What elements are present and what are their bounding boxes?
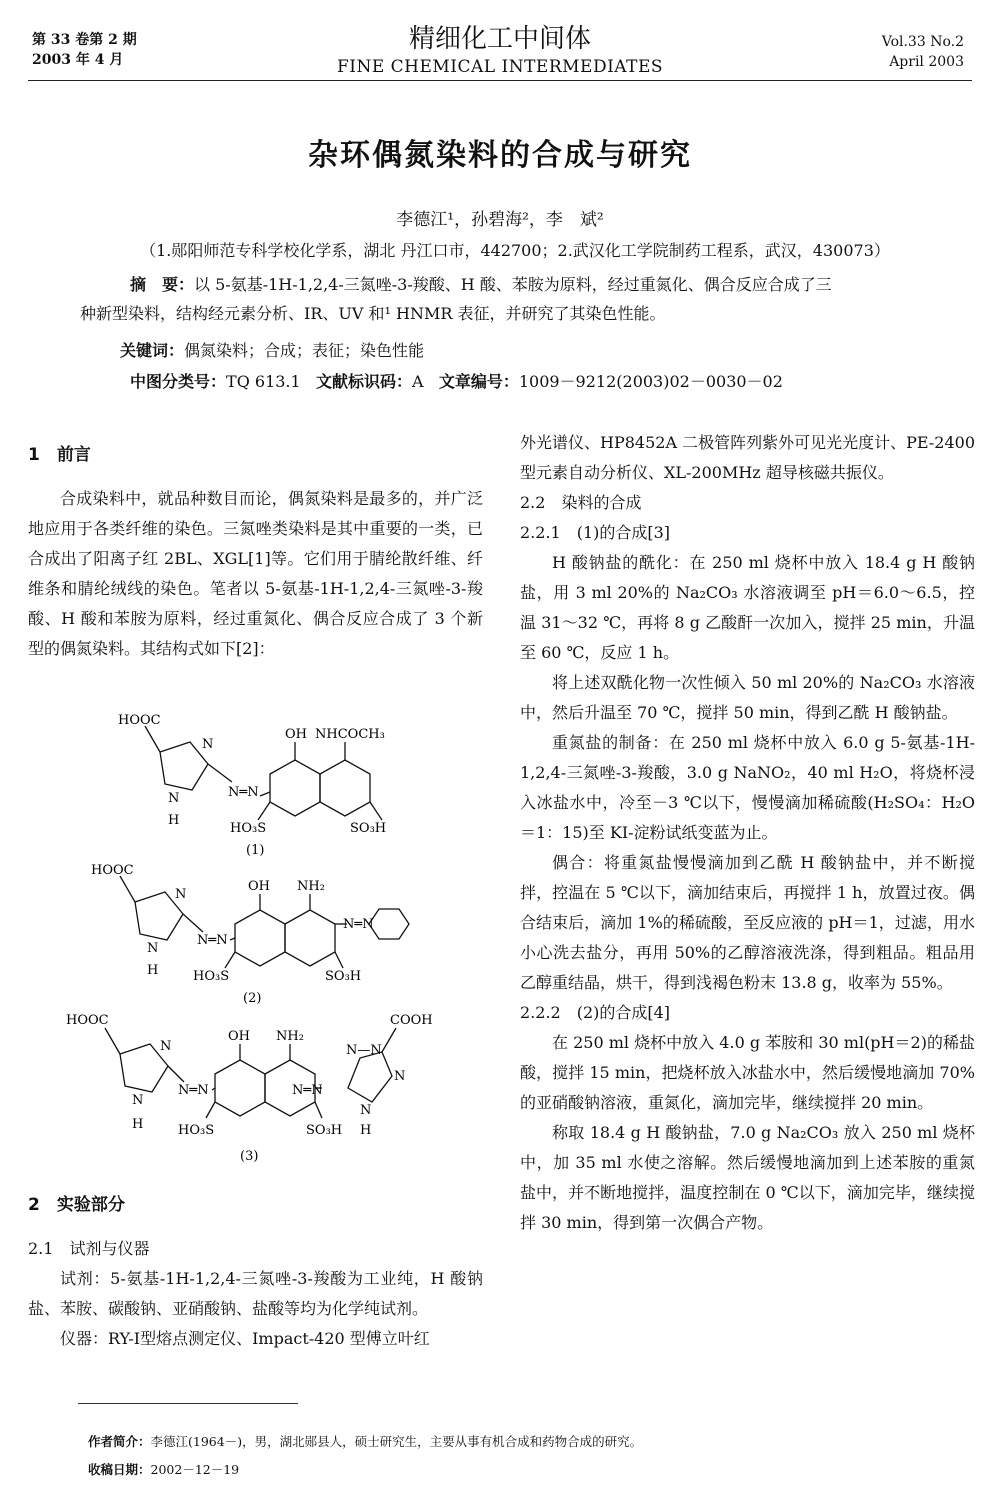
s1-oh: OH xyxy=(285,727,307,742)
reagents-paragraph: 试剂：5-氨基-1H-1,2,4-三氮唑-3-羧酸为工业纯，H 酸钠盐、苯胺、碳酸钠、亚硝酸钠、盐酸等均为化学纯试剂。 xyxy=(28,1269,483,1318)
s1-azo: N═N xyxy=(228,785,259,800)
s2-h: H xyxy=(147,963,159,978)
s2-azo: N═N xyxy=(197,933,228,948)
authors: 李德江¹，孙碧海²，李 斌² xyxy=(396,210,604,230)
s3-so3h-a: HO₃S xyxy=(178,1123,215,1138)
received-value: 2002－12－19 xyxy=(150,1462,240,1477)
paper-title: 杂环偶氮染料的合成与研究 xyxy=(308,138,692,173)
abstract-line1: 以 5-氨基-1H-1,2,4-三氮唑-3-羧酸、H 酸、苯胺为原料，经过重氮化、偶合反应合成了三 xyxy=(194,275,832,294)
cls-value: TQ 613.1 xyxy=(226,372,301,391)
s3-azo2: N═N xyxy=(292,1083,323,1098)
s3-cooh2: COOH xyxy=(390,1013,433,1028)
s3-azo: N═N xyxy=(178,1083,209,1098)
section-221-heading: 2.2.1 (1)的合成[3] xyxy=(520,523,671,542)
s1-label: (1) xyxy=(246,843,265,857)
structure-3 xyxy=(60,1010,460,1170)
journal-title xyxy=(0,22,1000,78)
s1-n: N xyxy=(202,737,214,752)
section-222-heading: 2.2.2 (2)的合成[4] xyxy=(520,1003,671,1022)
left-column-bottom xyxy=(28,1190,483,1354)
s3-cooh: HOOC xyxy=(66,1013,109,1028)
s1-nh: N xyxy=(168,791,180,806)
s2-oh: OH xyxy=(248,879,270,894)
classification xyxy=(130,369,783,392)
s1-nhac: NHCOCH₃ xyxy=(315,727,385,742)
s1-h: H xyxy=(168,813,180,828)
header-rule xyxy=(28,80,972,81)
s2-nh: N xyxy=(147,941,159,956)
s1-so3h-a: HO₃S xyxy=(230,821,267,836)
section-21-heading: 2.1 试剂与仪器 xyxy=(28,1239,150,1258)
s3-tz3: N xyxy=(360,1103,372,1118)
abstract-label: 摘 要： xyxy=(130,275,195,294)
month-line: April 2003 xyxy=(889,54,964,70)
s2-label: (2) xyxy=(243,991,262,1006)
structure-2 xyxy=(85,862,425,1007)
art-value: 1009－9212(2003)02－0030－02 xyxy=(518,372,783,391)
s2-cooh: HOOC xyxy=(91,863,134,878)
doc-value: A xyxy=(411,372,424,391)
author-bio-text: 李德江(1964－)，男，湖北郧县人，硕士研究生，主要从事有机合成和药物合成的研究。 xyxy=(150,1434,643,1449)
s1-cooh: HOOC xyxy=(118,713,161,728)
section-1-heading: 1 前言 xyxy=(28,445,91,465)
abstract-line2: 种新型染料，结构经元素分析、IR、UV 和¹ HNMR 表征，并研究了其染色性能。 xyxy=(80,304,666,323)
s2-azo2: N═N xyxy=(343,917,374,932)
abstract xyxy=(80,270,940,328)
diazonium-paragraph: 重氮盐的制备：在 250 ml 烧杯中放入 6.0 g 5-氨基-1H-1,2,4-三氮唑-3-羧酸，3.0 g NaNO₂，40 ml H₂O，将烧杯浸入冰盐水中，冷至－3 ℃以下，慢慢滴加稀硫酸(H₂SO₄：H₂O＝1：15)至 KI-淀粉试纸变蓝为止。 xyxy=(520,733,975,842)
s3-nh2: NH₂ xyxy=(276,1029,304,1044)
instruments-continued: 外光谱仪、HP8452A 二极管阵列紫外可见光光度计、PE-2400 型元素自动分析仪、XL-200MHz 超导核磁共振仪。 xyxy=(520,433,975,482)
doc-label: 文献标识码： xyxy=(315,372,412,391)
right-column xyxy=(520,428,975,1238)
keywords-label: 关键词： xyxy=(120,341,185,360)
keywords-text: 偶氮染料；合成；表征；染色性能 xyxy=(184,341,425,360)
coupling-paragraph: 偶合：将重氮盐慢慢滴加到乙酰 H 酸钠盐中，并不断搅拌，控温在 5 ℃以下，滴加结束后，再搅拌 1 h，放置过夜。偶合结束后，滴加 1%的稀硫酸，至反应液的 pH＝1，过滤，用水小心洗去盐分，再用 50%的乙醇溶液洗涤，得到粗品。粗品用乙醇重结晶，烘干，得到浅褐色粉末 13.8 g，收率为 55%。 xyxy=(520,853,975,992)
journal-title-en: FINE CHEMICAL INTERMEDIATES xyxy=(336,57,664,77)
affiliation: （1.郧阳师范专科学校化学系，湖北 丹江口市，442700；2.武汉化工学院制药工程系，武汉，430073） xyxy=(140,241,890,260)
left-column-top xyxy=(28,440,483,664)
s3-h: H xyxy=(132,1117,144,1132)
s2-so3h-b: SO₃H xyxy=(325,969,362,984)
s2-n: N xyxy=(175,887,187,902)
s3-nh: N xyxy=(132,1093,144,1108)
journal-volume xyxy=(882,32,964,72)
s3-tz1: N—N xyxy=(346,1043,382,1058)
date-line: 2003 年 4 月 xyxy=(32,52,124,68)
aniline-paragraph: 在 250 ml 烧杯中放入 4.0 g 苯胺和 30 ml(pH＝2)的稀盐酸，搅拌 15 min，把烧杯放入冰盐水中，然后缓慢地滴加 70%的亚硝酸钠溶液，重氮化，滴加完毕，继续搅拌 20 min。 xyxy=(520,1033,975,1112)
structure-1 xyxy=(110,712,410,857)
issue-line: 第 33 卷第 2 期 xyxy=(32,32,137,48)
acylation-paragraph: H 酸钠盐的酰化：在 250 ml 烧杯中放入 18.4 g H 酸钠盐，用 3 ml 20%的 Na₂CO₃ 水溶液调至 pH＝6.0～6.5，控温 31～32 ℃，再将 8 g 乙酸酐一次加入，搅拌 25 min，升温至 60 ℃，反应 1 h。 xyxy=(520,553,975,662)
s3-so3h-b: SO₃H xyxy=(306,1123,343,1138)
s2-so3h-a: HO₃S xyxy=(193,969,230,984)
section-2-heading: 2 实验部分 xyxy=(28,1195,125,1215)
diacyl-paragraph: 将上述双酰化物一次性倾入 50 ml 20%的 Na₂CO₃ 水溶液中，然后升温至 70 ℃，搅拌 50 min，得到乙酰 H 酸钠盐。 xyxy=(520,673,975,722)
first-coupling-paragraph: 称取 18.4 g H 酸钠盐，7.0 g Na₂CO₃ 放入 250 ml 烧杯中，加 35 ml 水使之溶解。然后缓慢地滴加到上述苯胺的重氮盐中，并不断地搅拌，温度控制在 0 ℃以下，滴加完毕，继续搅拌 30 min，得到第一次偶合产物。 xyxy=(520,1123,975,1232)
author-bio xyxy=(88,1432,642,1450)
s2-nh2: NH₂ xyxy=(297,879,325,894)
volume-line: Vol.33 No.2 xyxy=(881,34,964,50)
instruments-paragraph: 仪器：RY-Ⅰ型熔点测定仪、Impact-420 型傅立叶红 xyxy=(60,1329,430,1348)
received-label: 收稿日期： xyxy=(88,1462,151,1477)
art-label: 文章编号： xyxy=(438,372,519,391)
journal-title-cn: 精细化工中间体 xyxy=(408,24,591,54)
intro-paragraph: 合成染料中，就品种数目而论，偶氮染料是最多的，并广泛地应用于各类纤维的染色。三氮唑类染料是其中重要的一类，已合成出了阳离子红 2BL、XGL[1]等。它们用于腈纶散纤维、纤维条和腈纶绒线的染色。笔者以 5-氨基-1H-1,2,4-三氮唑-3-羧酸、H 酸和苯胺为原料，经过重氮化、偶合反应合成了 3 个新型的偶氮染料。其结构式如下[2]： xyxy=(28,489,483,658)
keywords xyxy=(120,338,424,361)
cls-label: 中图分类号： xyxy=(130,372,227,391)
s1-so3h-b: SO₃H xyxy=(350,821,387,836)
s3-tz2: N xyxy=(394,1069,406,1084)
footnote-rule xyxy=(78,1403,298,1404)
received-date xyxy=(88,1460,239,1478)
s3-label: (3) xyxy=(240,1149,259,1164)
s3-n: N xyxy=(160,1039,172,1054)
section-22-heading: 2.2 染料的合成 xyxy=(520,493,642,512)
s3-h2: H xyxy=(360,1123,372,1138)
author-bio-label: 作者简介： xyxy=(88,1434,151,1449)
s3-oh: OH xyxy=(228,1029,250,1044)
